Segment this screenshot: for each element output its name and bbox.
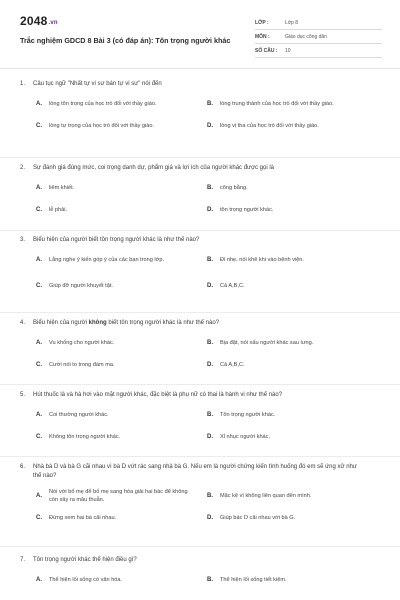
meta-key: SỐ CÂU : <box>255 47 278 54</box>
option-letter: B. <box>207 412 213 418</box>
question-1 <box>20 80 382 135</box>
question-2 <box>20 164 382 219</box>
option-c[interactable] <box>36 201 196 219</box>
question-text: Biểu hiện của người biết tôn trọng người khác là như thế nào? <box>33 237 200 243</box>
option-b[interactable] <box>207 406 367 424</box>
question-4 <box>20 319 382 374</box>
option-letter: A. <box>36 493 42 499</box>
question-number: 6. <box>20 464 26 470</box>
question-divider <box>0 384 400 385</box>
option-a[interactable] <box>36 95 196 113</box>
option-text: Tôn trọng người khác. <box>220 412 276 418</box>
option-a[interactable] <box>36 334 196 352</box>
meta-value: 10 <box>285 47 291 54</box>
question-number: 4. <box>20 320 26 326</box>
option-letter: D. <box>207 283 213 289</box>
question-divider <box>0 157 400 158</box>
page-header <box>20 14 382 64</box>
option-b[interactable] <box>207 95 367 113</box>
option-letter: A. <box>36 185 42 191</box>
question-text: Tôn trọng người khác thể hiện điều gì? <box>33 557 137 563</box>
option-a[interactable] <box>36 179 196 197</box>
question-number: 7. <box>20 557 26 563</box>
meta-value: Giáo dục công dân <box>285 33 327 40</box>
option-letter: D. <box>207 434 213 440</box>
question-number: 1. <box>20 81 26 87</box>
option-b[interactable] <box>207 334 367 352</box>
question-3 <box>20 236 382 295</box>
option-text: Bịa đặt, nói xấu người khác sau lưng. <box>220 340 314 346</box>
question-5 <box>20 391 382 446</box>
meta-key: LỚP : <box>255 19 269 26</box>
option-letter: B. <box>207 101 213 107</box>
option-text: Đi nhẹ, nói khẽ khi vào bệnh viện. <box>220 257 304 263</box>
question-number: 3. <box>20 237 26 243</box>
option-letter: B. <box>207 577 213 583</box>
header-divider <box>0 68 400 69</box>
option-c[interactable] <box>36 277 196 295</box>
option-letter: C. <box>36 283 42 289</box>
option-letter: A. <box>36 257 42 263</box>
option-letter: D. <box>207 207 213 213</box>
option-text: Cả A,B,C. <box>220 283 245 289</box>
option-letter: D. <box>207 362 213 368</box>
option-b[interactable] <box>207 487 367 505</box>
option-text: Lắng nghe ý kiến góp ý của các bạn trong lớp. <box>49 257 164 263</box>
question-7 <box>20 556 382 589</box>
option-text: Không tôn trọng người khác. <box>49 434 121 440</box>
logo-tld: .vn <box>48 20 58 26</box>
option-text: Thể hiện lối sống có văn hóa. <box>49 577 123 583</box>
option-letter: D. <box>207 123 213 129</box>
option-d[interactable] <box>207 201 367 219</box>
page-title: Trắc nghiệm GDCD 8 Bài 3 (có đáp án): Tôn trọng người khác <box>20 36 231 45</box>
option-letter: C. <box>36 362 42 368</box>
question-divider <box>0 230 400 231</box>
option-text: Giúp bác D cãi nhau với bà G. <box>220 515 296 521</box>
option-letter: C. <box>36 434 42 440</box>
question-text-emphasis: không <box>88 320 107 326</box>
option-b[interactable] <box>207 251 367 269</box>
option-b[interactable] <box>207 571 367 589</box>
option-letter: A. <box>36 412 42 418</box>
question-text-end: biết tôn trọng người khác là như thế nào? <box>106 320 220 326</box>
question-divider <box>0 312 400 313</box>
option-text: Cười nói to trong đám ma. <box>49 362 115 368</box>
option-text: Xỉ nhục người khác. <box>220 434 271 440</box>
option-text: lòng tự trọng của học trò đối với thầy giáo. <box>49 123 155 129</box>
option-text: Giúp đỡ người khuyết tật. <box>49 283 113 289</box>
question-divider <box>0 546 400 547</box>
question-text: Nhà bà D và bà G cãi nhau vì bà D vứt rác sang nhà bà G. Nếu em là người chứng kiến tình huống đó em sẽ ứng xử như thế nào? <box>33 464 357 479</box>
logo-text: 2048 <box>20 14 48 28</box>
question-6 <box>20 463 382 527</box>
option-a[interactable] <box>36 571 196 589</box>
option-a[interactable] <box>36 406 196 424</box>
option-a[interactable] <box>36 251 196 269</box>
option-letter: B. <box>207 340 213 346</box>
option-c[interactable] <box>36 356 196 374</box>
option-d[interactable] <box>207 428 367 446</box>
option-text: Coi thường người khác. <box>49 412 109 418</box>
option-letter: C. <box>36 207 42 213</box>
option-c[interactable] <box>36 509 196 527</box>
option-text: lễ phải. <box>49 207 68 213</box>
option-text: tôn trọng người khác. <box>220 207 274 213</box>
question-text: Câu tục ngữ "Nhất tự vi sư bán tự vi sư" nói đến <box>33 81 162 87</box>
option-d[interactable] <box>207 356 367 374</box>
option-text: công bằng. <box>220 185 248 191</box>
question-text-start: Biểu hiện của người <box>33 320 89 326</box>
option-letter: B. <box>207 185 213 191</box>
option-letter: A. <box>36 577 42 583</box>
option-letter: B. <box>207 493 213 499</box>
option-letter: B. <box>207 257 213 263</box>
option-text: lòng trung thành của học trò đối với thầy giáo. <box>220 101 334 107</box>
question-text: Hút thuốc lá và hà hơi vào mặt người khác, đặc biệt là phụ nữ có thai là hành vi như thế nào? <box>33 392 283 398</box>
option-letter: C. <box>36 123 42 129</box>
question-number: 2. <box>20 165 26 171</box>
option-text: lòng vị tha của học trò đối với thầy giáo. <box>220 123 319 129</box>
option-b[interactable] <box>207 179 367 197</box>
option-letter: A. <box>36 340 42 346</box>
question-text <box>33 319 382 328</box>
option-text: Nói với bố mẹ để bố mẹ sang hòa giải hai bác để không còn xảy ra mâu thuẫn. <box>49 489 188 503</box>
option-d[interactable] <box>207 117 367 135</box>
meta-row-count <box>255 44 382 58</box>
option-d[interactable] <box>207 509 367 527</box>
option-text: Mặc kệ vì không liên quan đến mình. <box>220 493 312 499</box>
option-letter: A. <box>36 101 42 107</box>
option-d[interactable] <box>207 277 367 295</box>
option-text: Vu khống cho người khác. <box>49 340 115 346</box>
meta-row-subject <box>255 30 382 44</box>
question-divider <box>0 456 400 457</box>
option-letter: D. <box>207 515 213 521</box>
option-c[interactable] <box>36 117 196 135</box>
option-c[interactable] <box>36 428 196 446</box>
option-letter: C. <box>36 515 42 521</box>
question-text: Sự đánh giá đúng mức, coi trọng danh dự, phẩm giá và lợi ích của người khác được gọi là <box>33 165 275 171</box>
option-text: Thể hiện lối sống tiết kiệm. <box>220 577 287 583</box>
site-logo[interactable] <box>20 14 58 28</box>
question-number: 5. <box>20 392 26 398</box>
meta-value: Lớp 8 <box>285 19 299 26</box>
option-text: Đứng xem hai bà cãi nhau. <box>49 515 117 521</box>
option-text: Cả A,B,C. <box>220 362 245 368</box>
meta-key: MÔN : <box>255 33 270 40</box>
option-text: liêm khiết. <box>49 185 75 191</box>
option-text: lòng tôn trọng của học trò đối với thầy giáo. <box>49 101 157 107</box>
option-a[interactable] <box>36 487 196 505</box>
quiz-meta <box>255 16 382 58</box>
meta-row-grade <box>255 16 382 30</box>
